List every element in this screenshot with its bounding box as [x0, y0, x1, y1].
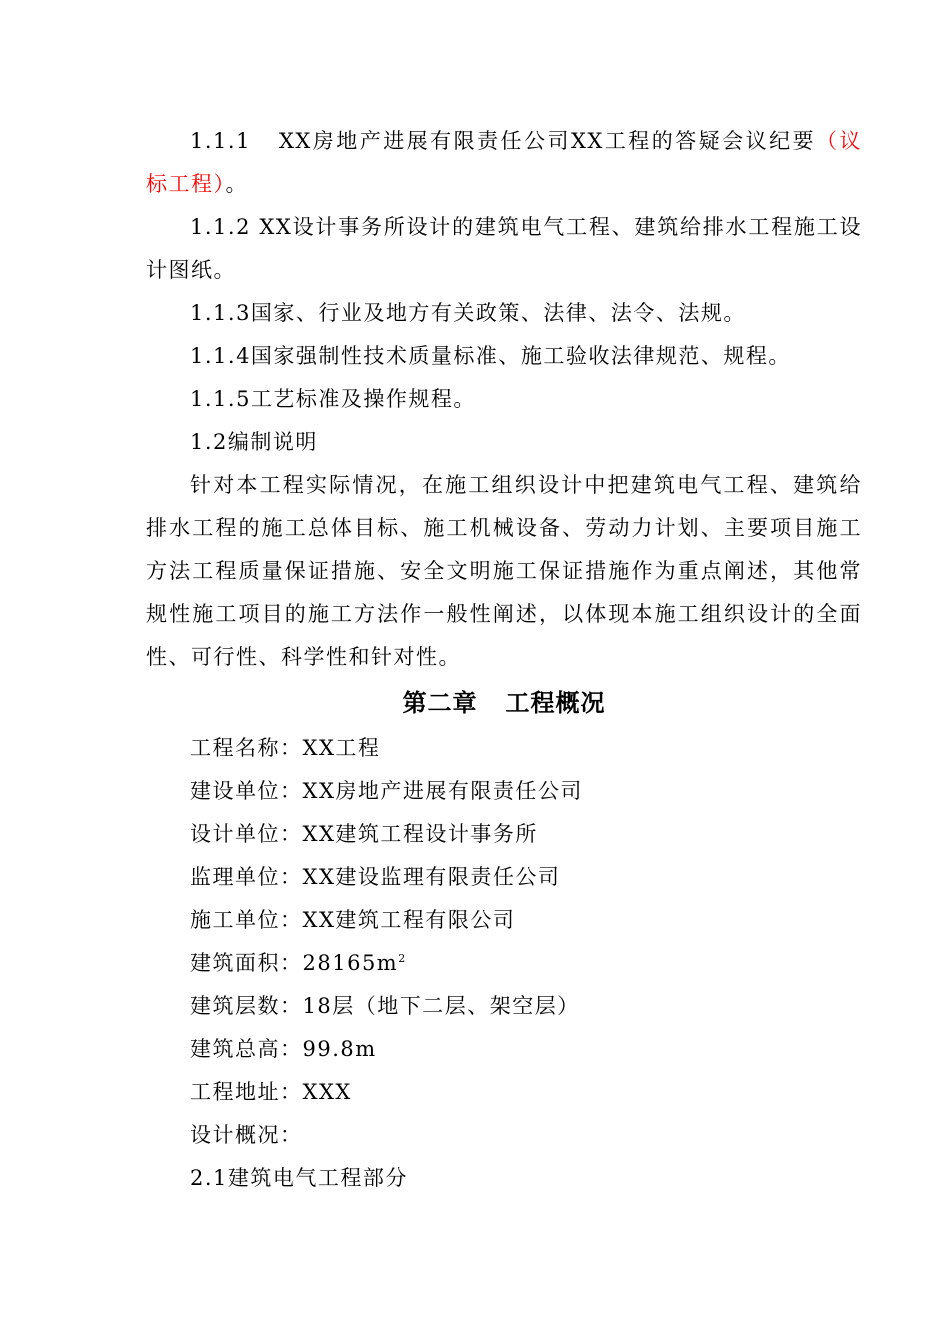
- item-1-1-1-highlight: （议标工程）: [146, 129, 862, 196]
- item-1-1-2: 1.1.2 XX设计事务所设计的建筑电气工程、建筑给排水工程施工设计图纸。: [146, 215, 862, 282]
- field-supervisor: 监理单位：XX建设监理有限责任公司: [190, 865, 561, 889]
- field-designer: 设计单位：XX建筑工程设计事务所: [190, 822, 538, 846]
- field-developer: 建设单位：XX房地产进展有限责任公司: [190, 779, 583, 803]
- chapter-2-label: 第二章: [402, 689, 478, 717]
- item-1-1-5: 1.1.5工艺标准及操作规程。: [190, 387, 476, 411]
- field-design-overview: 设计概况：: [190, 1123, 303, 1147]
- field-building-area: [146, 942, 862, 985]
- item-1-1-1-tail: 。: [225, 172, 248, 196]
- item-1-1-1: [146, 120, 862, 206]
- building-area-text: 建筑面积：28165m: [190, 951, 399, 975]
- chapter-2-title: [146, 679, 862, 727]
- building-area-superscript: 2: [398, 952, 407, 965]
- field-project-name: 工程名称：XX工程: [190, 736, 381, 760]
- field-contractor: 施工单位：XX建筑工程有限公司: [190, 908, 516, 932]
- chapter-2-name: 工程概况: [505, 689, 606, 717]
- item-1-1-1-text: XX房地产进展有限责任公司XX工程的答疑会议纪要: [278, 129, 817, 153]
- document-body: [146, 120, 862, 1200]
- field-height: 建筑总高：99.8m: [190, 1037, 377, 1061]
- item-1-1-4: 1.1.4国家强制性技术质量标准、施工验收法律规范、规程。: [190, 344, 791, 368]
- field-address: 工程地址：XXX: [190, 1080, 352, 1104]
- section-1-2-body: 针对本工程实际情况，在施工组织设计中把建筑电气工程、建筑给排水工程的施工总体目标、施工机械设备、劳动力计划、主要项目施工方法工程质量保证措施、安全文明施工保证措施作为重点阐述，其他常规性施工项目的施工方法作一般性阐述，以体现本施工组织设计的全面性、可行性、科学性和针对性。: [146, 473, 862, 669]
- item-1-1-1-number: 1.1.1: [190, 129, 251, 153]
- section-2-1-heading: 2.1建筑电气工程部分: [190, 1166, 408, 1190]
- item-1-1-3: 1.1.3国家、行业及地方有关政策、法律、法令、法规。: [190, 301, 746, 325]
- section-1-2-heading: 1.2编制说明: [190, 430, 318, 454]
- field-floors: 建筑层数：18层（地下二层、架空层）: [190, 994, 580, 1018]
